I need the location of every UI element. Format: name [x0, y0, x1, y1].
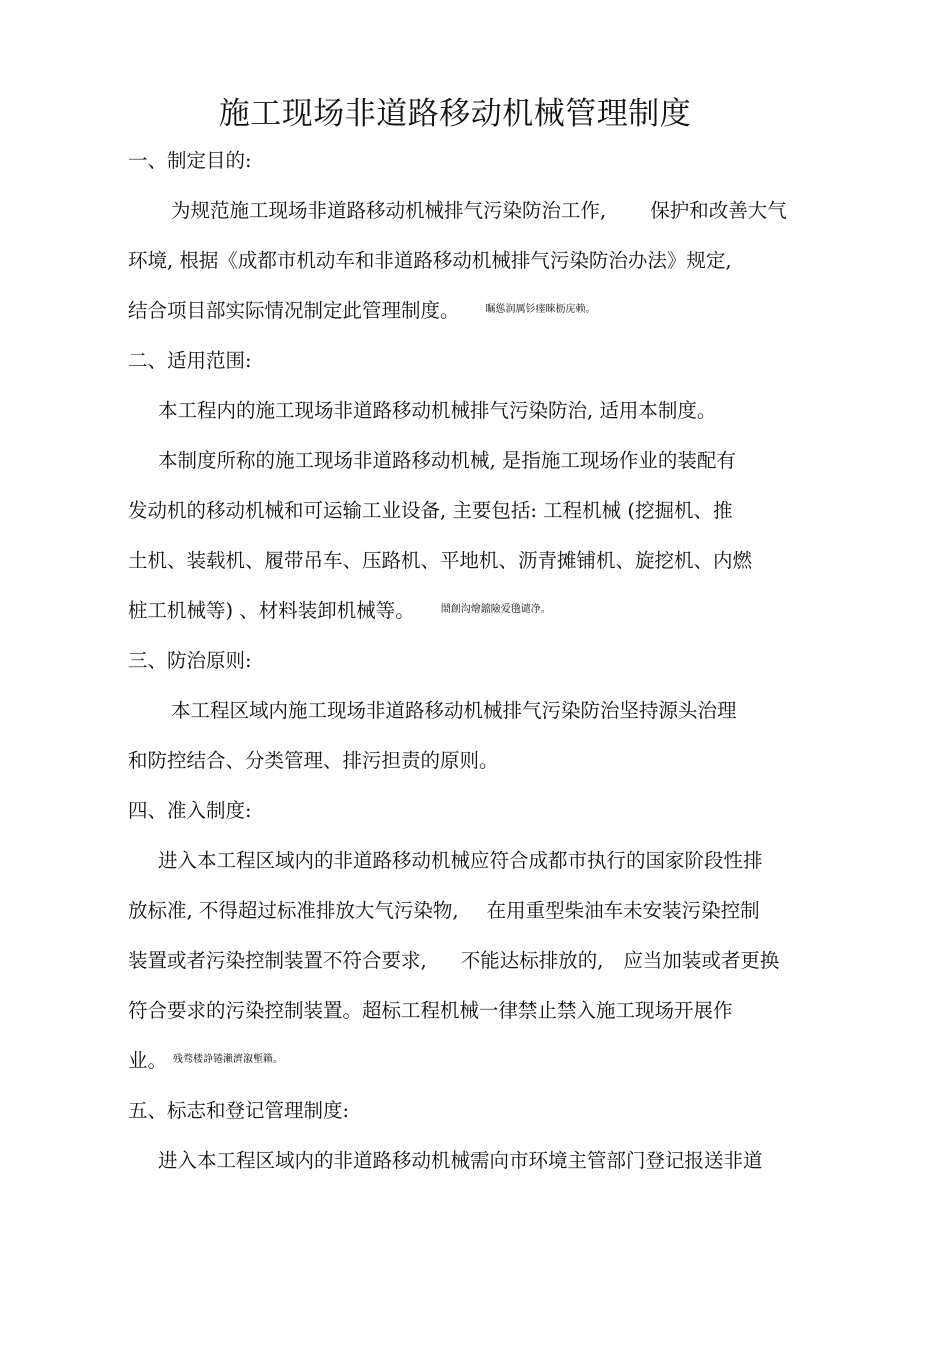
text-run: 为规范施工现场非道路移动机械排气污染防治工作,	[171, 199, 607, 222]
section-heading: 一、制定目的:	[128, 149, 252, 172]
paragraph-line	[128, 297, 596, 326]
paragraph-line: 发动机的移动机械和可运输工业设备, 主要包括: 工程机械 (挖掘机、推	[128, 499, 733, 522]
small-note: 瞩慫润厲钐瘗睞枥庑赖。	[485, 303, 596, 315]
paragraph-line: 本工程区域内施工现场非道路移动机械排气污染防治坚持源头治理	[171, 699, 737, 722]
paragraph-line: 本制度所称的施工现场非道路移动机械, 是指施工现场作业的装配有	[158, 449, 736, 472]
page-title: 施工现场非道路移动机械管理制度	[218, 96, 692, 132]
paragraph-line	[128, 947, 779, 975]
text-run: 放标准, 不得超过标准排放大气污染物,	[128, 899, 459, 922]
paragraph-line	[128, 597, 551, 626]
section-heading: 四、准入制度:	[128, 799, 252, 822]
paragraph-line: 和防控结合、分类管理、排污担责的原则。	[128, 749, 499, 772]
paragraph-line: 进入本工程区域内的非道路移动机械需向市环境主管部门登记报送非道	[158, 1149, 763, 1172]
section-heading: 三、防治原则:	[128, 649, 252, 672]
paragraph-line	[171, 197, 787, 225]
text-run: 业。	[128, 1049, 168, 1072]
section-heading: 五、标志和登记管理制度:	[128, 1099, 350, 1122]
text-run: 应当加装或者更换	[623, 949, 780, 972]
paragraph-line: 本工程内的施工现场非道路移动机械排气污染防治, 适用本制度。	[158, 399, 717, 422]
text-run: 结合项目部实际情况制定此管理制度。	[128, 299, 460, 322]
paragraph-line: 环境, 根据《成都市机动车和非道路移动机械排气污染防治办法》规定,	[128, 249, 732, 272]
section-heading: 二、适用范围:	[128, 349, 252, 372]
text-run: 不能达标排放的,	[460, 949, 604, 972]
text-run: 装置或者污染控制装置不符合要求,	[128, 949, 427, 972]
text-run: 保护和改善大气	[650, 199, 787, 222]
paragraph-line: 进入本工程区域内的非道路移动机械应符合成都市执行的国家阶段性排	[158, 849, 763, 872]
paragraph-line: 符合要求的污染控制装置。超标工程机械一律禁止禁入施工现场开展作	[128, 999, 733, 1022]
paragraph-line	[128, 897, 760, 925]
paragraph-line	[128, 1047, 283, 1076]
text-run: 在用重型柴油车未安装污染控制	[486, 899, 760, 922]
paragraph-line: 土机、装载机、履带吊车、压路机、平地机、沥青摊铺机、旋挖机、内燃	[128, 549, 753, 572]
text-run: 桩工机械等) 、材料装卸机械等。	[128, 599, 415, 622]
small-note: 鬧創沟燴鐺險爱氇谴净。	[440, 603, 551, 615]
small-note: 残骛楼諍锩瀨濟溆塹籟。	[173, 1053, 284, 1065]
